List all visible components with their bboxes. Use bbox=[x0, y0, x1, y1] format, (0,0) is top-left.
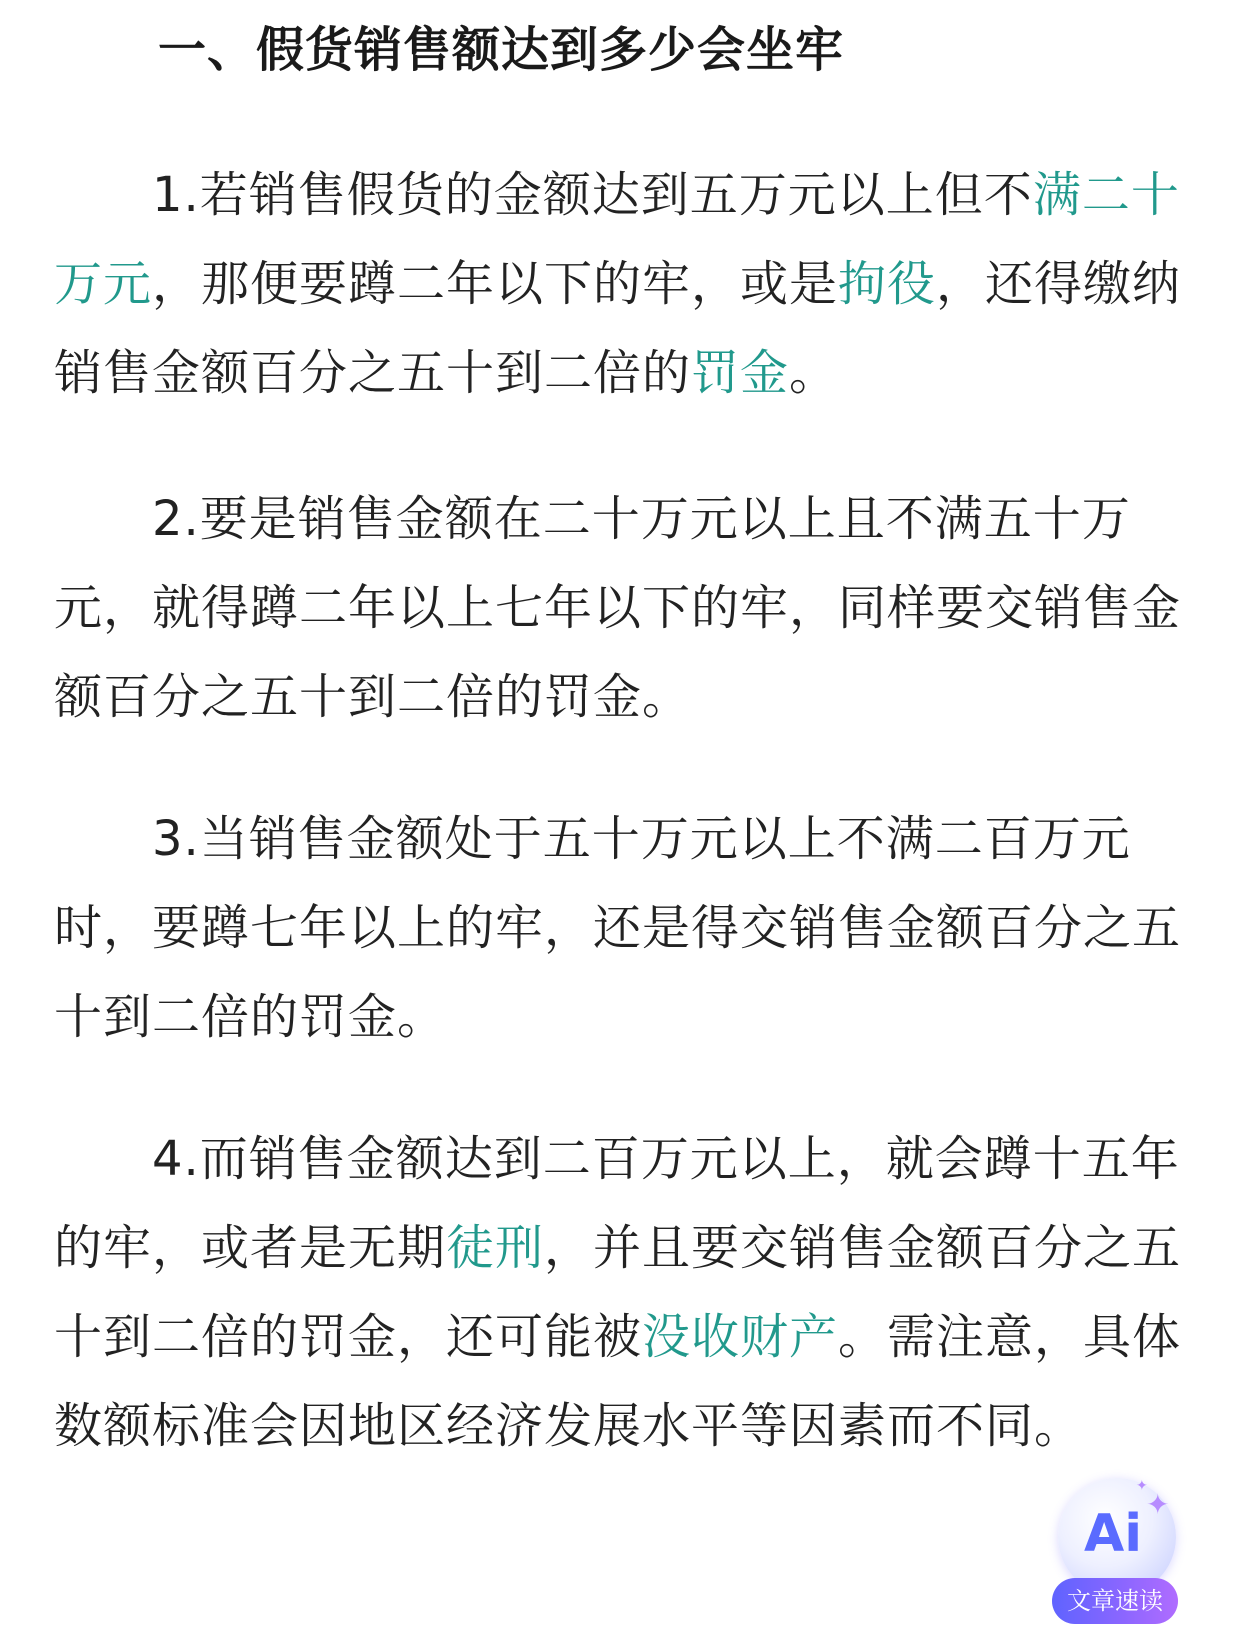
paragraph-text: 4.而销售金额达到二百万元以上，就会蹲十五年的牢，或者是无期 bbox=[54, 1131, 1180, 1276]
paragraph-text: 3.当销售金额处于五十万元以上不满二百万元时，要蹲七年以上的牢，还是得交销售金额百分之五十到二倍的罚金。 bbox=[54, 811, 1182, 1045]
term-link[interactable]: 满二十万元 bbox=[54, 167, 1180, 312]
paragraph-text: 2.要是销售金额在二十万元以上且不满五十万元，就得蹲二年以上七年以下的牢，同样要交销售金额百分之五十到二倍的罚金。 bbox=[54, 491, 1182, 725]
paragraph-text: 。 bbox=[789, 345, 839, 401]
paragraph-1 bbox=[54, 151, 1189, 418]
paragraph-text: 。需注意，具体数额标准会因地区经济发展水平等因素而不同。 bbox=[54, 1309, 1182, 1454]
paragraph-2 bbox=[54, 475, 1189, 742]
term-link[interactable]: 没收财产 bbox=[642, 1309, 839, 1365]
paragraph-text: ，并且要交销售金额百分之五十到二倍的罚金，还可能被 bbox=[54, 1220, 1182, 1365]
term-link[interactable]: 拘役 bbox=[838, 256, 937, 312]
ai-logo-text: Ai bbox=[1084, 1504, 1143, 1564]
sparkle-icon: ✦ bbox=[1146, 1488, 1170, 1521]
paragraph-text: ，那便要蹲二年以下的牢，或是 bbox=[152, 256, 839, 312]
paragraph-text: ，还得缴纳销售金额百分之五十到二倍的 bbox=[54, 256, 1182, 401]
ai-quick-read-button[interactable] bbox=[1052, 1478, 1178, 1628]
paragraph-3 bbox=[54, 795, 1189, 1062]
paragraph-4 bbox=[54, 1115, 1189, 1471]
ai-quick-read-label: 文章速读 bbox=[1052, 1578, 1178, 1624]
paragraph-text: 1.若销售假货的金额达到五万元以上但不 bbox=[152, 167, 1033, 223]
term-link[interactable]: 徒刑 bbox=[446, 1220, 545, 1276]
term-link[interactable]: 罚金 bbox=[691, 345, 790, 401]
section-heading: 一、假货销售额达到多少会坐牢 bbox=[158, 22, 845, 78]
sparkle-small-icon: ✦ bbox=[1136, 1478, 1148, 1494]
